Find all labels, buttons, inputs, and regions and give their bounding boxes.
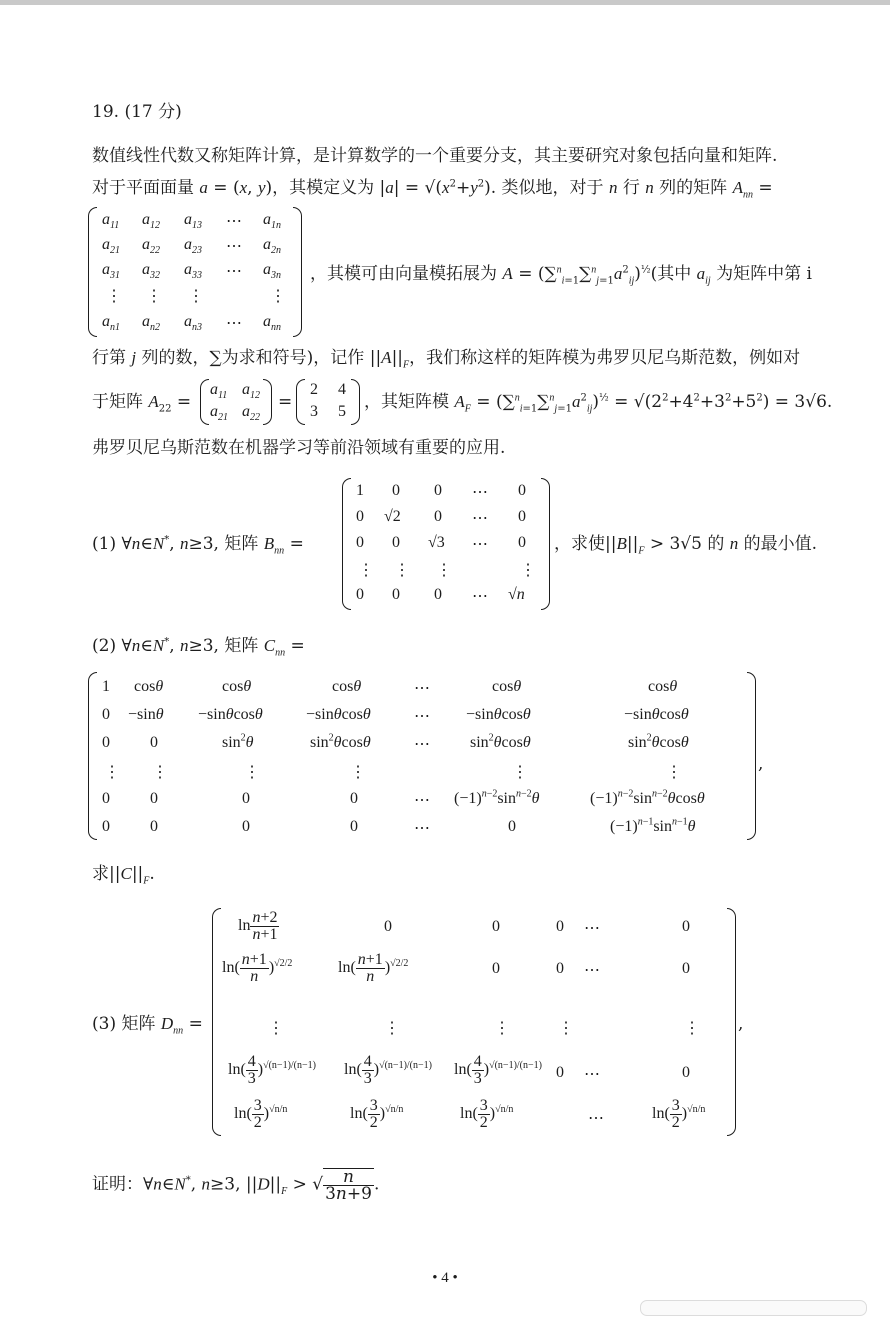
comma-d: , <box>738 1014 744 1034</box>
part3-label: (3) 矩阵 $D_{nn}$ = <box>92 1014 203 1037</box>
comma-c: , <box>758 754 764 774</box>
matrix-c: 1 cosθ cosθ cosθ ⋯ cosθ cosθ 0 −sinθ −sinθcosθ −sinθcosθ ⋯ −sinθcosθ −sinθcosθ 0 0 $\sin^2\theta$ $\sin^2\theta\cos\theta$ ⋯ $\sin^2\theta\cos\theta$ $\sin^2\theta\cos\theta$ ⋮ ⋮ ⋮ ⋮ ⋮ ⋮ 0 0 0 0 ⋯ $(-1)^{n-2}\sin^{n-2}\theta$ $(-1)^{n-2}\sin^{n-2}\theta\cos\theta$ 0 0 0 0 ⋯ 0 $(-1)^{n-1}\sin^{n-1}\theta$ <box>88 672 756 840</box>
intro-line-5-rest: ，其矩阵模 $A_F = (\sum^n_{i=1}\sum^n_{j=1}a^2_{ij})^{\frac{1}{2}} = √(2^2+4^2+3^2+5^2) = 3√6$. <box>364 392 833 415</box>
intro-line-6: 弗罗贝尼乌斯范数在机器学习等前沿领域有重要的应用. <box>92 438 506 458</box>
watermark-bar <box>640 1300 867 1316</box>
intro-line-2: 对于平面面量 a = (x, y)，其模定义为 $|a| = √(x^2+y^2)$. 类似地，对于 n 行 n 列的矩阵 $A_{nn}$ = <box>92 178 773 201</box>
matrix-d: ln $\frac{n+2}{n+1}$ 0 0 0 ⋯ 0 ln( $\frac{n+1}{n}$ )$^{√2/2}$ ln( $\frac{n+1}{n}$ )$^{√2/2}$ 0 0 ⋯ 0 ⋮ ⋮ ⋮ ⋮ ⋮ ln( $\frac{4}{3}$ )$^{√(n-1)/(n-1)}$ ln( $\frac{4}{3}$ )$^{√(n-1)/(n-1)}$ ln( $\frac{4}{3}$ )$^{√(n-1)/(n-1)}$ 0 ⋯ 0 ln( $\frac{3}{2}$ )$^{√n/n}$ ln( $\frac{3}{2}$ )$^{√n/n}$ ln( $\frac{3}{2}$ )$^{√n/n}$ ⋯ ln( $\frac{3}{2}$ )$^{√n/n}$ <box>212 908 736 1136</box>
part3-ask: 证明：∀n∈N*, n≥3, $||D||_F$ > √ $\frac{n}{3n+9}$ . <box>92 1167 380 1204</box>
matrix-a22-symbolic: $a_{11}$ $a_{12}$ $a_{21}$ $a_{22}$ <box>200 379 272 425</box>
intro-line-1: 数值线性代数又称矩阵计算，是计算数学的一个重要分支，其主要研究对象包括向量和矩阵. <box>92 146 778 166</box>
page-number: • 4 • <box>432 1270 458 1286</box>
matrix-a: $a_{11}$ $a_{12}$ $a_{13}$ ⋯ $a_{1n}$ $a_{21}$ $a_{22}$ $a_{23}$ ⋯ $a_{2n}$ $a_{31}$ $a_{32}$ $a_{33}$ ⋯ $a_{3n}$ ⋮ ⋮ ⋮ ⋮ $a_{n1}$ $a_{n2}$ $a_{n3}$ ⋯ $a_{nn}$ <box>88 207 302 337</box>
part1-label: (1) ∀n∈N*, n≥3, 矩阵 $B_{nn}$ = <box>92 534 304 557</box>
problem-header: 19. (17 分) <box>92 102 182 122</box>
top-border <box>0 0 890 5</box>
intro-line-5: 于矩阵 $A_{22}$ = <box>92 392 192 415</box>
part2-ask: 求$||C||_F$. <box>92 864 155 887</box>
intro-line-4: 行第 j 列的数，∑为求和符号)，记作 $||A||_F$，我们称这样的矩阵模为弗罗贝尼乌斯范数，例如对 <box>92 348 801 371</box>
equals-sign: = <box>278 392 293 412</box>
intro-line-3: ，其模可由向量模拓展为 $A = (\sum^n_{i=1}\sum^n_{j=1}a^2_{ij})^{\frac{1}{2}}$(其中 $a_{ij}$ 为矩阵中第 i <box>310 264 812 287</box>
matrix-b: 1 0 0 ⋯ 0 0 √2 0 ⋯ 0 0 0 √3 ⋯ 0 ⋮ ⋮ ⋮ ⋮ 0 0 0 ⋯ √n <box>342 478 550 610</box>
part2-label: (2) ∀n∈N*, n≥3, 矩阵 $C_{nn}$ = <box>92 636 305 659</box>
matrix-a22-numeric: 2 4 3 5 <box>296 379 360 425</box>
part1-ask: ，求使$||B||_F > 3√5$ 的 n 的最小值. <box>554 534 818 557</box>
